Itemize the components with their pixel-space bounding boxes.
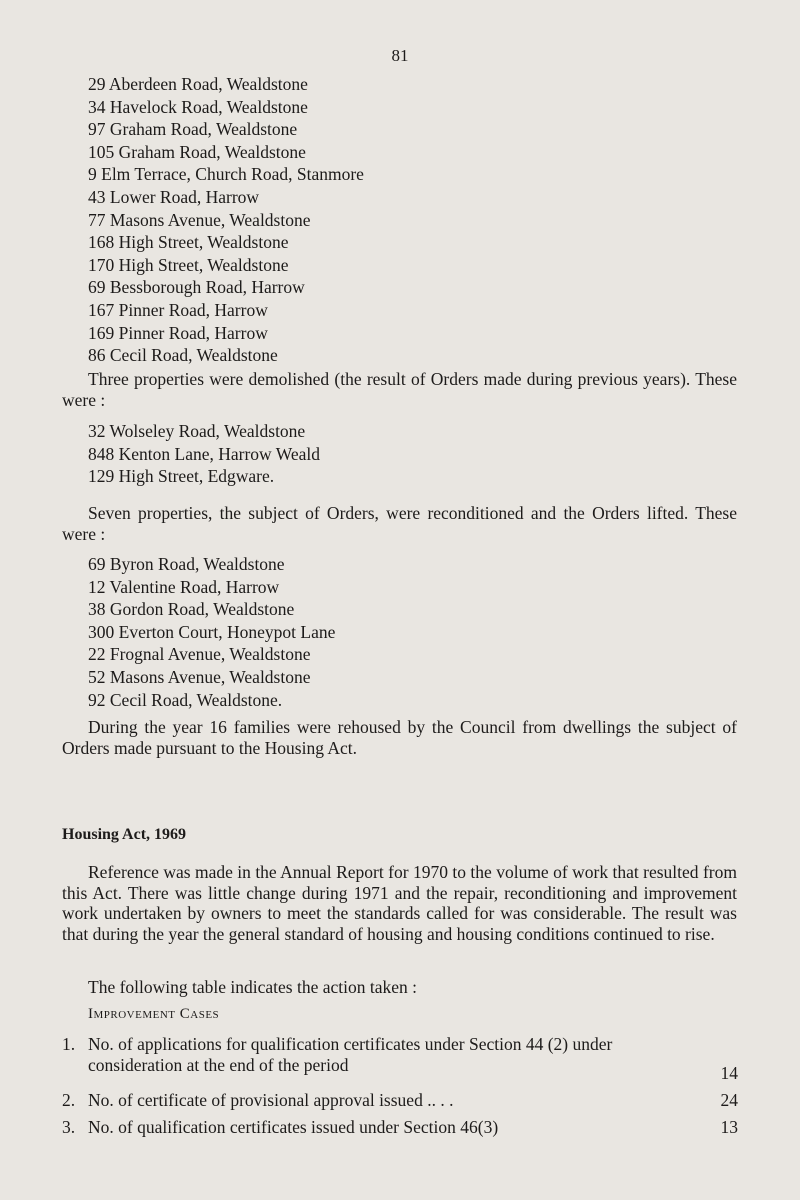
row-text: No. of certificate of provisional approval issued .. . . [88, 1090, 454, 1110]
paragraph-housing-act: Reference was made in the Annual Report for 1970 to the volume of work that resulted from this Act. There was little change during 1971 and the repair, reconditioning and improvement work undertaken by owners to meet the standards called for was considerable. The result was that during the year the general standard of housing and housing conditions continued to rise. [62, 862, 737, 944]
list-item: 34 Havelock Road, Wealdstone [88, 96, 308, 117]
list-item: 12 Valentine Road, Harrow [88, 576, 280, 597]
list-item: 43 Lower Road, Harrow [88, 186, 260, 207]
row-value: 13 [720, 1117, 738, 1137]
list-item: 29 Aberdeen Road, Wealdstone [88, 74, 308, 94]
list-item: 32 Wolseley Road, Wealdstone [88, 421, 306, 441]
list-item: 170 High Street, Wealdstone [88, 254, 289, 275]
table-heading: Improvement Cases [88, 1006, 220, 1022]
list-item: 9 Elm Terrace, Church Road, Stanmore [88, 164, 364, 185]
list-item: 300 Everton Court, Honeypot Lane [88, 621, 336, 642]
list-item: 129 High Street, Edgware. [88, 466, 275, 487]
row-number: 3. [62, 1117, 76, 1137]
list-item: 69 Byron Road, Wealdstone [88, 554, 285, 574]
list-item: 848 Kenton Lane, Harrow Weald [88, 443, 321, 464]
address-list-demolished [88, 420, 320, 488]
row-text: No. of qualification certificates issued under Section 46(3) [88, 1117, 499, 1137]
list-item: 38 Gordon Road, Wealdstone [88, 599, 295, 620]
row-value: 14 [720, 1063, 738, 1083]
address-list-reconditioned [88, 553, 335, 711]
row-text: No. of applications for qualification certificates under Section 44 (2) under consideration at the end of the period [88, 1034, 613, 1075]
list-item: 22 Frognal Avenue, Wealdstone [88, 644, 311, 665]
list-item: 97 Graham Road, Wealdstone [88, 119, 298, 140]
paragraph-table-intro: The following table indicates the action taken : [88, 977, 417, 997]
list-item: 105 Graham Road, Wealdstone [88, 141, 306, 162]
list-item: 92 Cecil Road, Wealdstone. [88, 689, 283, 710]
list-item: 52 Masons Avenue, Wealdstone [88, 666, 311, 687]
list-item: 86 Cecil Road, Wealdstone [88, 345, 278, 366]
paragraph-rehoused: During the year 16 families were rehoused by the Council from dwellings the subject of Orders made pursuant to the Housing Act. [62, 717, 737, 758]
row-value: 24 [720, 1090, 738, 1110]
list-item: 167 Pinner Road, Harrow [88, 299, 268, 320]
section-heading: Housing Act, 1969 [62, 826, 187, 843]
paragraph-reconditioned: Seven properties, the subject of Orders, were reconditioned and the Orders lifted. These were : [62, 503, 737, 544]
row-number: 2. [62, 1090, 76, 1110]
list-item: 77 Masons Avenue, Wealdstone [88, 209, 311, 230]
list-item: 169 Pinner Road, Harrow [88, 322, 268, 343]
table-row [62, 1034, 738, 1084]
list-item: 69 Bessborough Road, Harrow [88, 277, 305, 298]
row-number: 1. [62, 1034, 76, 1054]
list-item: 168 High Street, Wealdstone [88, 232, 289, 253]
page-number: 81 [391, 46, 409, 65]
paragraph-demolished: Three properties were demolished (the result of Orders made during previous years). These were : [62, 369, 737, 410]
address-list-orders [88, 73, 364, 367]
